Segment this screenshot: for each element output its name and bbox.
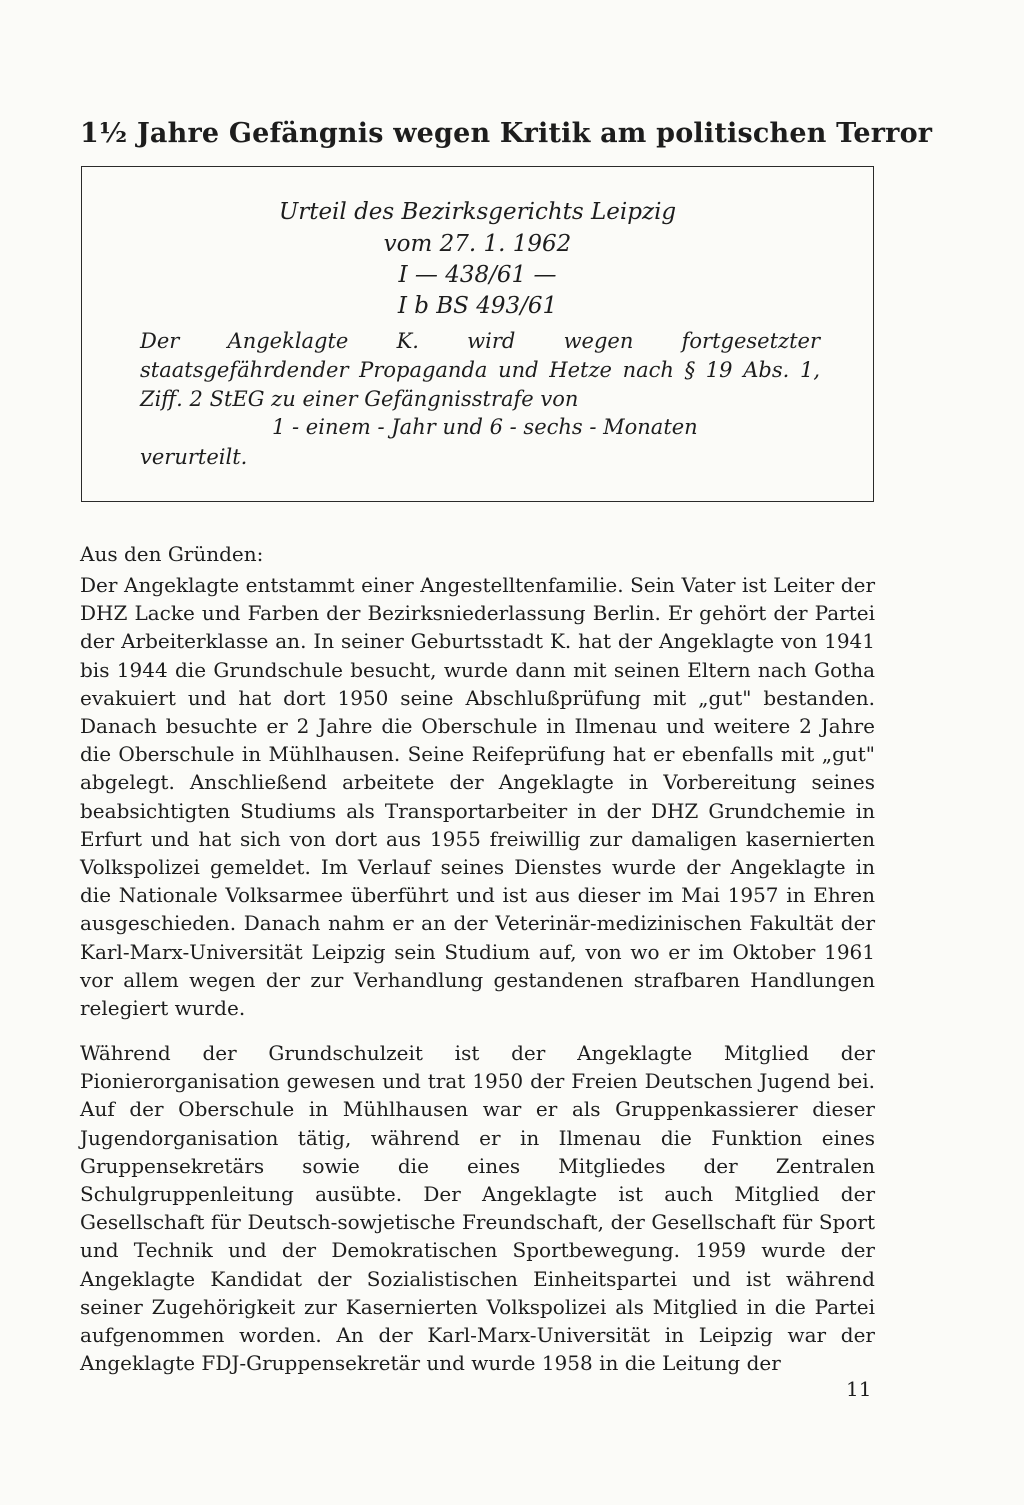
verdict-convicted: verurteilt. <box>140 445 248 469</box>
body-paragraph-2: Während der Grundschulzeit ist der Angeklagte Mitglied der Pionierorganisation gewesen und trat 1950 der Freien Deutschen Jugend bei. Auf der Oberschule in Mühlhausen war er als Gruppenkassierer dieser Jugendorganisation tätig, während er in Ilmenau die Funktion eines Gruppensekretärs sowie die eines Mitgliedes der Zentralen Schulgruppenleitung ausübte. Der Angeklagte ist auch Mitglied der Gesellschaft für Deutsch-sowjetische Freundschaft, der Gesellschaft für Sport und Technik und der Demokratischen Sportbewegung. 1959 wurde der Angeklagte Kandidat der Sozialistischen Einheitspartei und ist während seiner Zugehörigkeit zur Kasernierten Volkspolizei als Mitglied in die Partei aufgenommen worden. An der Karl-Marx-Universität in Leipzig war der Angeklagte FDJ-Gruppensekretär und wurde 1958 in die Leitung der <box>80 1041 875 1376</box>
verdict-text: Der Angeklagte K. wird wegen fortgesetzter staatsgefährdender Propaganda und Hetze nach § 19 Abs. 1, Ziff. 2 StEG zu einer Gefängnisstrafe von <box>140 329 820 411</box>
page-title: 1½ Jahre Gefängnis wegen Kritik am politischen Terror <box>80 118 933 149</box>
verdict-file-number-1: I — 438/61 — <box>398 262 557 288</box>
verdict-sentence: 1 - einem - Jahr und 6 - sechs - Monaten <box>272 415 698 439</box>
verdict-box <box>81 166 874 502</box>
body-paragraph-1: Der Angeklagte entstammt einer Angestelltenfamilie. Sein Vater ist Leiter der DHZ Lacke und Farben der Bezirksniederlassung Berlin. Er gehört der Partei der Arbeiterklasse an. In seiner Geburtsstadt K. hat der Angeklagte von 1941 bis 1944 die Grundschule besucht, wurde dann mit seinen Eltern nach Gotha evakuiert und hat dort 1950 seine Abschlußprüfung mit „gut" bestanden. Danach besuchte er 2 Jahre die Oberschule in Ilmenau und weitere 2 Jahre die Oberschule in Mühlhausen. Seine Reifeprüfung hat er ebenfalls mit „gut" abgelegt. Anschließend arbeitete der Angeklagte in Vorbereitung seines beabsichtigten Studiums als Transportarbeiter in der DHZ Grundchemie in Erfurt und hat sich von dort aus 1955 freiwillig zur damaligen kasernierten Volkspolizei gemeldet. Im Verlauf seines Dienstes wurde der Angeklagte in die Nationale Volksarmee überführt und ist aus dieser im Mai 1957 in Ehren ausgeschieden. Danach nahm er an der Veterinär-medizinischen Fakultät der Karl-Marx-Universität Leipzig sein Studium auf, von wo er im Oktober 1961 vor allem wegen der zur Verhandlung gestandenen strafbaren Handlungen relegiert wurde. <box>80 573 875 1021</box>
verdict-court: Urteil des Bezirksgerichts Leipzig <box>278 199 677 225</box>
reasons-label: Aus den Gründen: <box>80 542 264 566</box>
page-number: 11 <box>846 1377 872 1401</box>
verdict-file-number-2: I b BS 493/61 <box>397 293 558 319</box>
verdict-date: vom 27. 1. 1962 <box>383 231 572 257</box>
